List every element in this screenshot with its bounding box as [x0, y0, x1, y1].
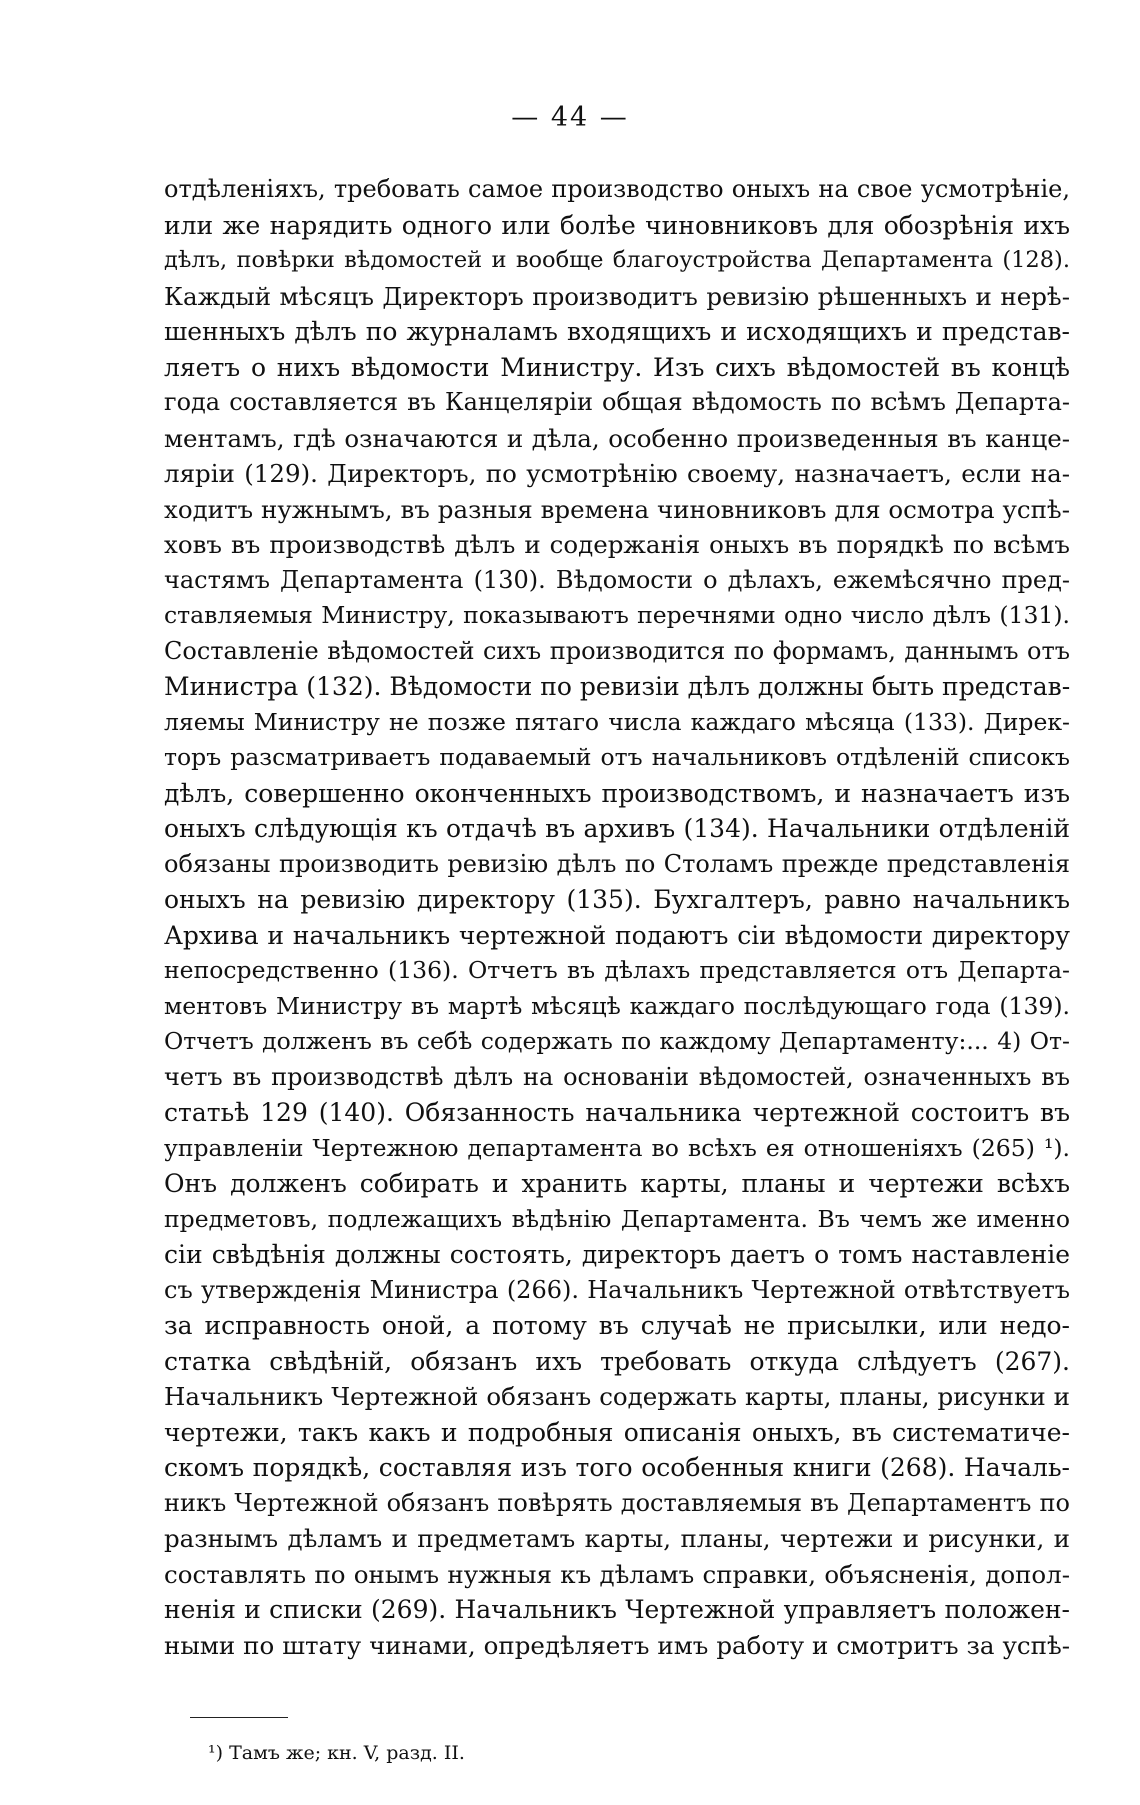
text-line: оныхъ слѣдующія къ отдачѣ въ архивъ (134). Начальники отдѣленій [164, 814, 1070, 843]
text-line: Каждый мѣсяцъ Директоръ производитъ ревизію рѣшенныхъ и нерѣ- [164, 281, 1070, 311]
text-line: ными по штату чинами, опредѣляетъ имъ работу и смотритъ за успѣ- [164, 1630, 1070, 1660]
text-line: шенныхъ дѣлъ по журналамъ входящихъ и исходящихъ и представ- [164, 317, 1070, 346]
text-line: Министра (132). Вѣдомости по ревизіи дѣлъ должны быть представ- [164, 672, 1071, 701]
text-line: статка свѣдѣній, обязанъ ихъ требовать откуда слѣдуетъ (267). [164, 1346, 1070, 1376]
text-line: чертежи, такъ какъ и подробныя описанія оныхъ, въ систематиче- [164, 1417, 1070, 1447]
text-line: ненія и списки (269). Начальникъ Чертежной управляетъ положен- [164, 1595, 1070, 1624]
text-line: ставляемыя Министру, показываютъ перечнями одно число дѣлъ (131). [164, 601, 1070, 629]
text-line: Составленіе вѣдомостей сихъ производится по формамъ, даннымъ отъ [164, 636, 1070, 665]
text-line: сіи свѣдѣнія должны состоять, директоръ даетъ о томъ наставленіе [164, 1240, 1070, 1269]
text-line: частямъ Департамента (130). Вѣдомости о дѣлахъ, ежемѣсячно пред- [164, 565, 1070, 594]
text-line: управленіи Чертежною департамента во всѣхъ ея отношеніяхъ (265) ¹). [164, 1133, 1070, 1162]
text-line: Начальникъ Чертежной обязанъ содержать карты, планы, рисунки и [164, 1382, 1070, 1411]
text-line: ховъ въ производствѣ дѣлъ и содержанія оныхъ въ порядкѣ по всѣмъ [164, 530, 1070, 559]
text-line: ментамъ, гдѣ означаются и дѣла, особенно произведенныя въ канце- [164, 423, 1070, 453]
text-line: торъ разсматриваетъ подаваемый отъ начальниковъ отдѣленій списокъ [164, 743, 1070, 771]
text-line: четъ въ производствѣ дѣлъ на основаніи вѣдомостей, означенныхъ въ [164, 1062, 1070, 1091]
text-line: оныхъ на ревизію директору (135). Бухгалтеръ, равно начальникъ [164, 885, 1070, 914]
footnote-divider [190, 1717, 288, 1718]
text-line: непосредственно (136). Отчетъ въ дѣлахъ представляется отъ Департа- [164, 956, 1070, 984]
text-line: никъ Чертежной обязанъ повѣрять доставляемыя въ Департаментъ по [164, 1488, 1070, 1517]
text-line: ляемы Министру не позже пятаго числа каждаго мѣсяца (133). Дирек- [164, 707, 1070, 736]
text-line: ментовъ Министру въ мартѣ мѣсяцѣ каждаго послѣдующаго года (139). [164, 991, 1070, 1020]
text-line: съ утвержденія Министра (266). Начальникъ Чертежной отвѣтствуетъ [164, 1275, 1070, 1304]
text-line: статьѣ 129 (140). Обязанность начальника чертежной состоитъ въ [164, 1098, 1070, 1127]
text-line: Отчетъ долженъ въ себѣ содержать по каждому Департаменту:... 4) От- [164, 1027, 1070, 1055]
text-line: скомъ порядкѣ, составляя изъ того особенныя книги (268). Началь- [164, 1453, 1070, 1482]
text-line: дѣлъ, совершенно оконченныхъ производствомъ, и назначаетъ изъ [164, 778, 1070, 808]
text-line: ходитъ нужнымъ, въ разныя времена чиновниковъ для осмотра успѣ- [164, 494, 1070, 524]
text-line: составлять по онымъ нужныя къ дѣламъ справки, объясненія, допол- [164, 1559, 1070, 1589]
text-line: отдѣленіяхъ, требовать самое производство оныхъ на свое усмотрѣніе, [164, 175, 1070, 203]
footnote: ¹) Тамъ же; кн. V, разд. II. [208, 1742, 465, 1764]
main-text [164, 172, 1070, 1663]
text-line: предметовъ, подлежащихъ вѣдѣнію Департамента. Въ чемъ же именно [164, 1204, 1070, 1233]
text-line: ляріи (129). Директоръ, по усмотрѣнію своему, назначаетъ, если на- [164, 459, 1070, 488]
text-line: Архива и начальникъ чертежной подаютъ сіи вѣдомости директору [164, 920, 1070, 950]
text-line: или же нарядить одного или болѣе чиновниковъ для обозрѣнія ихъ [164, 210, 1070, 240]
text-line: разнымъ дѣламъ и предметамъ карты, планы, чертежи и рисунки, и [164, 1524, 1070, 1553]
text-line: обязаны производить ревизію дѣлъ по Столамъ прежде представленія [164, 849, 1070, 878]
text-line: за исправность оной, а потому въ случаѣ не присылки, или недо- [164, 1311, 1070, 1340]
text-line: года составляется въ Канцеляріи общая вѣдомость по всѣмъ Департа- [164, 388, 1070, 416]
text-line: ляетъ о нихъ вѣдомости Министру. Изъ сихъ вѣдомостей въ концѣ [164, 352, 1070, 382]
page-number: — 44 — [511, 102, 629, 133]
text-line: Онъ долженъ собирать и хранить карты, планы и чертежи всѣхъ [164, 1169, 1070, 1198]
text-line: дѣлъ, повѣрки вѣдомостей и вообще благоустройства Департамента (128). [164, 247, 1070, 273]
